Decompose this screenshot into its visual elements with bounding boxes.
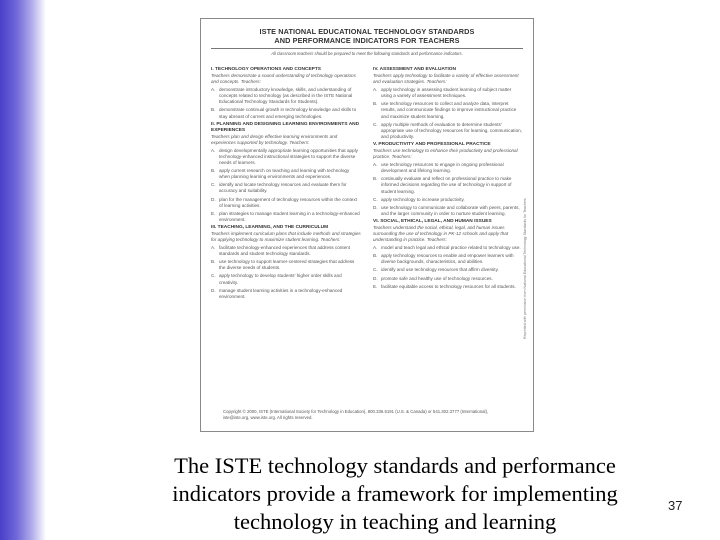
indicator-letter: A. (373, 87, 378, 93)
indicator-text: demonstrate introductory knowledge, skills, and understanding of concepts related to technology (as described in the ISTE National Educational Technology Standards for Students). (219, 87, 353, 105)
indicator-item (373, 197, 523, 203)
indicator-item (373, 276, 523, 282)
document-title-line-1: ISTE NATIONAL EDUCATIONAL TECHNOLOGY STANDARDS (259, 27, 475, 36)
indicator-letter: D. (373, 275, 378, 281)
document-title (211, 27, 523, 45)
page-number: 37 (668, 498, 683, 513)
title-rule (211, 48, 523, 49)
indicator-letter: D. (211, 287, 216, 293)
slide-caption (130, 452, 660, 536)
indicator-item (373, 205, 523, 217)
indicator-item (211, 87, 361, 105)
indicator-item (373, 267, 523, 273)
indicator-letter: B. (373, 253, 378, 259)
indicator-item (211, 107, 361, 119)
indicator-text: apply multiple methods of evaluation to determine students' appropriate use of technology resources for learning, communication, and productivity. (381, 121, 522, 139)
indicator-letter: C. (373, 267, 378, 273)
indicator-letter: E. (373, 283, 378, 289)
section-intro: Teachers plan and design effective learning environments and experiences supported by technology. Teachers: (211, 133, 338, 145)
section-heading: VI. SOCIAL, ETHICAL, LEGAL, AND HUMAN ISSUES (373, 218, 492, 224)
caption-line-3: technology in teaching and learning (233, 509, 557, 534)
standards-columns (211, 65, 523, 302)
indicator-letter: A. (373, 162, 378, 168)
indicator-letter: B. (373, 176, 378, 182)
indicator-item (211, 245, 361, 257)
indicator-text: manage student learning activities in a technology-enhanced environment. (219, 287, 343, 299)
side-note: Reprinted with permission from National Educational Technology Standards for Teachers (523, 198, 527, 339)
section-heading: V. PRODUCTIVITY AND PROFESSIONAL PRACTICE (373, 141, 491, 147)
indicator-item (211, 273, 361, 285)
section-heading: IV. ASSESSMENT AND EVALUATION (373, 67, 456, 72)
indicator-text: design developmentally appropriate learning opportunities that apply technology-enhanced instructional strategies to support the diverse needs of learners. (219, 147, 358, 166)
indicator-item (373, 176, 523, 194)
indicator-text: use technology to communicate and collaborate with peers, parents, and the larger community in order to nurture student learning. (381, 204, 520, 216)
indicator-text: apply technology resources to enable and empower learners with diverse backgrounds, characteristics, and abilities. (381, 253, 514, 265)
indicator-item (373, 87, 523, 99)
indicator-letter: B. (211, 259, 216, 265)
indicator-text: use technology resources to collect and analyze data, interpret results, and communicate findings to improve instructional practice and maximize student learning. (381, 101, 517, 119)
standards-document (200, 18, 534, 432)
left-column (211, 65, 361, 302)
document-subtitle: All classroom teachers should be prepared to meet the following standards and performance indicators. (271, 51, 463, 56)
indicator-text: use technology to support learner-centered strategies that address the diverse needs of students. (219, 259, 355, 271)
indicator-item (373, 101, 523, 119)
left-gradient-band (0, 0, 46, 540)
indicator-letter: B. (211, 168, 216, 174)
indicator-letter: A. (373, 245, 378, 251)
indicator-item (211, 197, 361, 209)
indicator-text: facilitate technology-enhanced experiences that address content standards and student technology standards. (219, 245, 351, 257)
indicator-letter: A. (211, 147, 216, 153)
indicator-letter: C. (211, 273, 216, 279)
right-column (373, 65, 523, 302)
indicator-item (211, 211, 361, 223)
section-heading: III. TEACHING, LEARNING, AND THE CURRICULUM (211, 224, 329, 230)
indicator-item (373, 253, 523, 265)
document-title-line-2: AND PERFORMANCE INDICATORS FOR TEACHERS (274, 36, 460, 45)
indicator-letter: A. (211, 245, 216, 251)
caption-line-1: The ISTE technology standards and performance (174, 453, 616, 478)
indicator-text: facilitate equitable access to technology resources for all students. (381, 283, 516, 289)
indicator-letter: D. (211, 196, 216, 202)
indicator-item (373, 245, 523, 251)
copyright-notice: Copyright © 2000, ISTE (International Society for Technology in Education), 800.336.5191 (U.S. & Canada) or 541.302.3777 (International), iste@iste.org, www.iste.org. All rights reserved. (223, 409, 489, 420)
indicator-letter: E. (211, 210, 216, 216)
indicator-letter: D. (373, 204, 378, 210)
indicator-text: apply technology to develop students' higher order skills and creativity. (219, 273, 342, 285)
indicator-text: apply current research on teaching and learning with technology when planning learning environments and experiences. (219, 168, 350, 180)
indicator-item (373, 162, 523, 174)
indicator-text: promote safe and healthy use of technology resources. (381, 275, 493, 281)
indicator-letter: C. (211, 182, 216, 188)
section-intro: Teachers implement curriculum plans that include methods and strategies for applying technology to maximize student learning. Teachers: (211, 230, 361, 242)
indicator-letter: B. (211, 107, 216, 113)
section-intro: Teachers understand the social, ethical, legal, and human issues surrounding the use of technology in PK-12 schools and apply that understanding in practice. Teachers: (373, 224, 509, 243)
indicator-text: use technology resources to engage in ongoing professional development and lifelong learning. (381, 162, 504, 174)
indicator-text: plan for the management of technology resources within the context of learning activities. (219, 196, 357, 208)
caption-line-2: indicators provide a framework for implementing (172, 481, 618, 506)
indicator-letter: C. (373, 196, 378, 202)
indicator-item (373, 284, 523, 290)
indicator-item (211, 148, 361, 166)
indicator-letter: A. (211, 87, 216, 93)
section-heading: II. PLANNING AND DESIGNING LEARNING ENVIRONMENTS AND EXPERIENCES (211, 121, 360, 133)
section-intro: Teachers demonstrate a sound understanding of technology operations and concepts. Teachers: (211, 73, 356, 85)
indicator-text: plan strategies to manage student learning in a technology-enhanced environment. (219, 210, 360, 222)
indicator-item (211, 168, 361, 180)
indicator-text: demonstrate continual growth in technology knowledge and skills to stay abreast of current and emerging technologies. (219, 107, 357, 119)
indicator-text: model and teach legal and ethical practice related to technology use. (381, 245, 521, 251)
indicator-text: identify and use technology resources that affirm diversity. (381, 267, 499, 273)
indicator-item (211, 259, 361, 271)
section-intro: Teachers apply technology to facilitate a variety of effective assessment and evaluation strategies. Teachers: (373, 73, 519, 85)
indicator-text: continually evaluate and reflect on professional practice to make informed decisions regarding the use of technology in support of student learning. (381, 176, 512, 194)
section-intro: Teachers use technology to enhance their productivity and professional practice. Teachers: (373, 147, 518, 160)
indicator-text: identify and locate technology resources and evaluate them for accuracy and suitability. (219, 182, 347, 194)
indicator-text: apply technology to increase productivity. (381, 196, 465, 202)
section-heading: I. TECHNOLOGY OPERATIONS AND CONCEPTS (211, 67, 321, 72)
indicator-letter: B. (373, 101, 378, 107)
indicator-item (211, 288, 361, 300)
indicator-item (373, 122, 523, 140)
indicator-letter: C. (373, 121, 378, 127)
indicator-item (211, 182, 361, 194)
indicator-text: apply technology in assessing student learning of subject matter using a variety of assessment techniques. (381, 87, 512, 99)
